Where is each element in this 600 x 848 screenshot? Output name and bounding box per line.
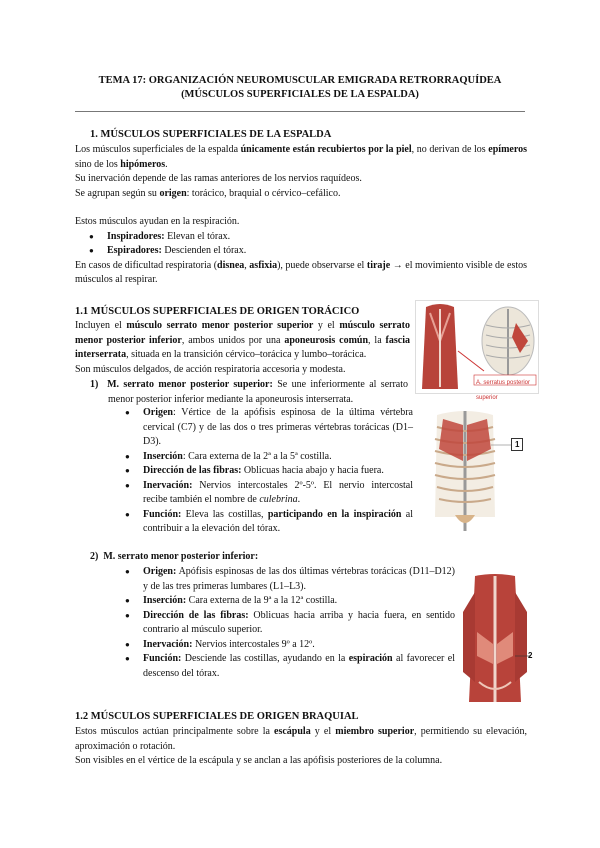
muscle-1-title: 1) M. serrato menor posterior superior: Se une inferiormente al serrato menor posterior inferior mediante la aponeurosis interserrata. bbox=[90, 379, 409, 405]
figure-marker-1: 1 bbox=[511, 438, 523, 451]
rib-cage-figure bbox=[425, 405, 522, 533]
list-item: ● Inserción: Cara externa de la 2ª a la 5ª costilla. bbox=[125, 450, 413, 465]
muscle-2-title: 2) M. serrato menor posterior inferior: bbox=[90, 551, 259, 562]
muscle-2-list bbox=[125, 565, 455, 681]
title-divider bbox=[75, 111, 525, 112]
list-item: ● Inervación: Nervios intercostales 9º a 12º. bbox=[125, 638, 455, 653]
paragraph: En casos de dificultad respiratoria (disnea, asfixia), puede observarse el tiraje → el movimiento visible de estos músculos al respirar. bbox=[75, 259, 528, 285]
list-item: ● Espiradores: Descienden el tórax. bbox=[89, 244, 527, 259]
list-item: ● Inspiradores: Elevan el tórax. bbox=[89, 230, 527, 245]
muscle-1-list bbox=[125, 406, 413, 537]
list-item: ● Origen: Apófisis espinosas de las dos últimas vértebras torácicas (D11–D12) y de las tres primeras lumbares (L1–L3). bbox=[125, 565, 455, 594]
list-item: ● Inervación: Nervios intercostales 2º-5º. El nervio intercostal recibe también el nombre de culebrina. bbox=[125, 479, 413, 508]
document-title bbox=[0, 74, 600, 102]
muscle-1-block bbox=[90, 378, 408, 407]
section-1-body bbox=[75, 143, 527, 288]
section-1-heading: 1. MÚSCULOS SUPERFICIALES DE LA ESPALDA bbox=[90, 129, 332, 140]
list-item: ● Origen: Vértice de la apófisis espinosa de la última vértebra cervical (C7) y de las dos o tres primeras vértebras torácicas (D1–D3). bbox=[125, 406, 413, 450]
figure-marker-2: 2 bbox=[528, 651, 533, 660]
title-line-1: TEMA 17: ORGANIZACIÓN NEUROMUSCULAR EMIGRADA RETRORRAQUÍDEA bbox=[98, 75, 502, 86]
paragraph: Estos músculos actúan principalmente sobre la escápula y el miembro superior, permitiendo su elevación, aproximación o rotación. bbox=[75, 726, 527, 752]
paragraph: Son músculos delgados, de acción respiratoria accesoria y modesta. bbox=[75, 363, 346, 375]
figure-caption: A. serratus posterior superior bbox=[476, 380, 531, 401]
paragraph: Estos músculos ayudan en la respiración. bbox=[75, 216, 240, 227]
paragraph: Son visibles en el vértice de la escápula y se anclan a las apófisis posteriores de la columna. bbox=[75, 755, 443, 766]
rib-cage-illustration bbox=[425, 405, 522, 533]
title-line-2: (MÚSCULOS SUPERFICIALES DE LA ESPALDA) bbox=[181, 89, 419, 100]
breathing-list bbox=[89, 230, 527, 259]
section-1-2-body bbox=[75, 725, 527, 769]
serratus-superior-figure bbox=[415, 300, 539, 401]
section-1-2-heading: 1.2 MÚSCULOS SUPERFICIALES DE ORIGEN BRAQUIAL bbox=[75, 711, 359, 722]
list-item: ● Dirección de las fibras: Oblicuas hacia abajo y hacia fuera. bbox=[125, 464, 413, 479]
paragraph: Se agrupan según su origen: torácico, braquial o cérvico–cefálico. bbox=[75, 187, 341, 199]
serratus-inferior-figure bbox=[455, 572, 535, 707]
section-1-1-intro bbox=[75, 319, 410, 377]
paragraph: Incluyen el músculo serrato menor posterior superior y el músculo serrato menor posterior inferior, ambos unidos por una aponeurosis común, la fascia interserrata, situada en la transición cérvico–torácica y lumbo–torácica. bbox=[75, 320, 411, 360]
paragraph: Los músculos superficiales de la espalda únicamente están recubiertos por la piel, no derivan de los epímeros sino de los hipómeros. bbox=[75, 144, 527, 170]
list-item: ● Función: Eleva las costillas, participando en la inspiración al contribuir a la elevación del tórax. bbox=[125, 508, 413, 537]
section-1-1-heading: 1.1 MÚSCULOS SUPERFICIALES DE ORIGEN TORÁCICO bbox=[75, 306, 360, 317]
list-item: ● Función: Desciende las costillas, ayudando en la espiración al favorecer el descenso del tórax. bbox=[125, 652, 455, 681]
list-item: ● Inserción: Cara externa de la 9ª a la 12ª costilla. bbox=[125, 594, 455, 609]
list-item: ● Dirección de las fibras: Oblicuas hacia arriba y hacia fuera, en sentido contrario al músculo superior. bbox=[125, 609, 455, 638]
back-muscles-illustration bbox=[455, 572, 535, 707]
paragraph: Su inervación depende de las ramas anteriores de los nervios raquídeos. bbox=[75, 173, 362, 184]
